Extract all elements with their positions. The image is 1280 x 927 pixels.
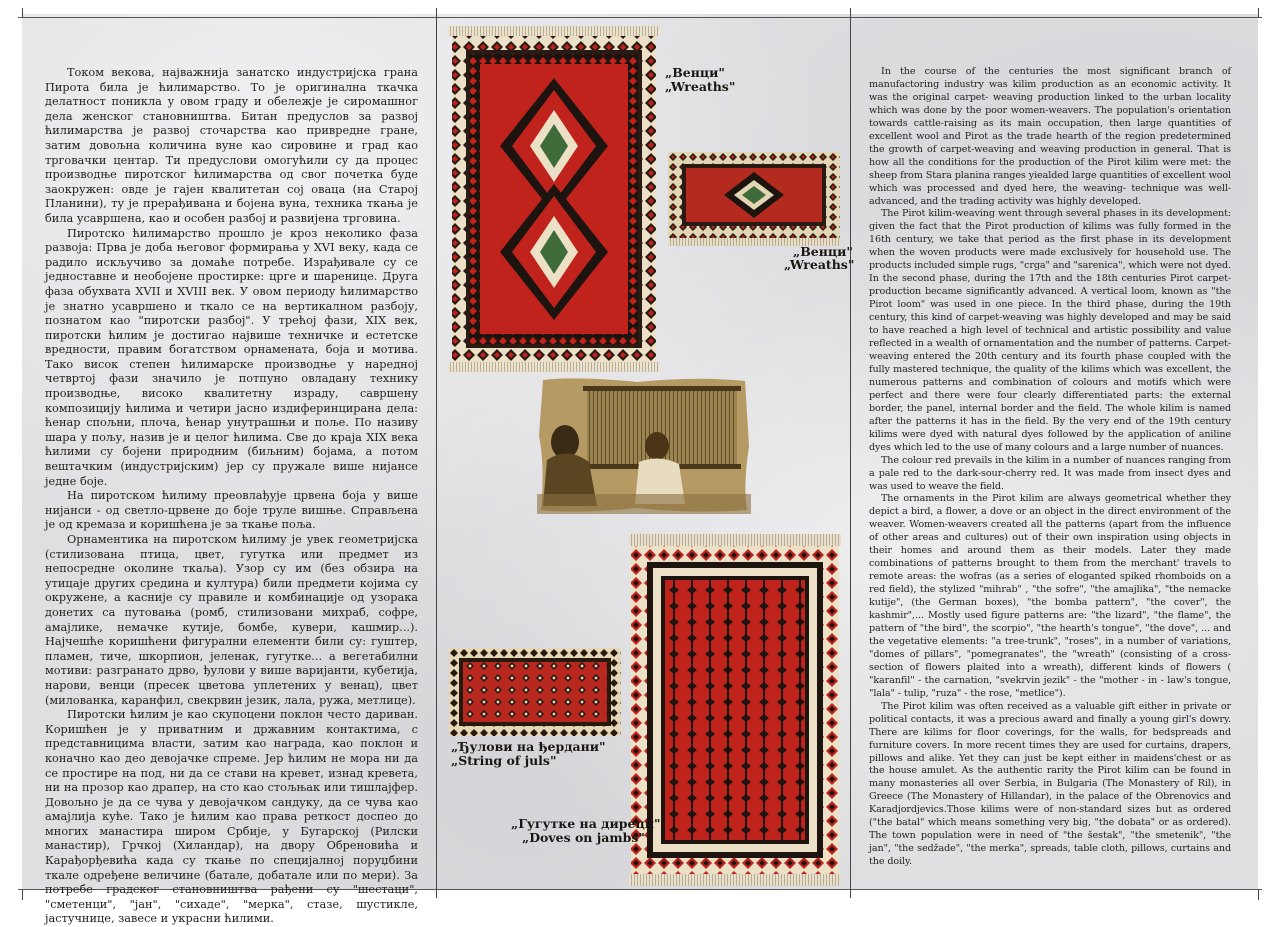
paragraph: In the course of the centuries the most significant branch of manufactoring industry was kilim production as an economic activity. It was the original carpet- weaving production linked to the urban locality which was done by the poor women-weavers. The population's orientation towards cattle-raising as its main occupation, then large quantities of excellent wool and Pirot as the trade hearth of the region predetermined the growth of carpet-weaving and weaving production in general. That is how all the conditions for the production of the Pirot kilim were met: the sheep from Stara planina ranges yiealded large quantities of excellent wool which was processed and dyed here, the weaving- technique was well-advanced, and the trading activity was highly developed.: [869, 66, 1231, 207]
wreaths-runner-image: [668, 152, 840, 246]
paragraph: Током векова, најважнија занатско индустријска грана Пирота била је ћилимарство. То је оригинална ткачка делатност поникла у овом граду и обележје је сиромашног дела женског становништва. Битан предуслов за развој ћилимарства је развој сточарства као привредне гране, затим довољна количина вуне као сировине и град као трговачки центар. Ти предуслови омогућили су да процес производње пиротског ћилимарства од свог почетка буде заокружен: овде је гајен квалитетан сој оваца (на Старој Планини), ту је прерађивана и бојена вуна, техника ткања је била усавршена, као и особен разбој и развијена трговина.: [45, 66, 418, 225]
crop-mark: [1258, 890, 1259, 900]
english-text-column: [869, 66, 1231, 869]
doves-on-jambs-kilim-image: [629, 534, 841, 886]
caption-doves-sr: „Гугутке на диреци": [511, 816, 661, 831]
paragraph: Пиротски ћилим је као скупоцени поклон често дариван. Коришћен је у приватним и државним контактима, с представницима власти, затим као награда, као поклон и коначно као део девојачке спреме. Јер ћилим не мора ни да се простире на под, ни да се стави на кревет, изнад кревета, ни на прозор као драпер, на сто као стољњак или тишлајфер. Довољно је да се чува у девојачком сандуку, да се чува као амајлија куће. Тако је ћилим као права реткост доспео до многих манастира широм Србије, у Бугарској (Рилски манастир), Грчкој (Хиландар), на двору Обреновића и Карађорђевића када су ткање по специјалној поруџбини ткале одређене величине (батале, добатале или по мери). За потребе градског становништва рађени су "шестаци", "сметенци", "јан", "сихаде", "мерка", стазе, шустикле, јастучнице, завесе и украсни ћилими.: [45, 708, 418, 926]
crop-mark: [22, 890, 23, 900]
wreaths-kilim-image: [448, 26, 660, 372]
caption-wreaths-sr: „Венци": [665, 65, 725, 80]
crop-mark: [1258, 8, 1259, 18]
paragraph: Пиротско ћилимарство прошло је кроз неколико фаза развоја: Прва је доба његовог формирања у XVI веку, када се радило искључиво за домаће потребе. Израђивале су се једноставне и необојене простирке: црге и шаренице. Друга фаза обухвата XVII и XVIII век. У овом периоду ћилимарство је знатно усавршено и ткало се на вертикалном разбоју, познатом као "пиротски разбој". У трећој фази, XIX век, пиротски ћилим је достигао највише техничке и естетске вредности, правим богатством орнамената, боја и мотива. Тако висок степен ћилимарске производње у наредној четвртој фази значило је потпуно овладану технику производње, високо квалитетну израду, савршену композицију ћилима и четири јасно издиферинциранa дела: ћенар спољни, плоча, ћенар унутрашњи и поље. По називу шара у пољу, назив је и целог ћилима. Све до краја XIX века ћилими су бојени природним (биљним) бојама, а потом вештачким (индустријским) јер су пружале више нијансе једне боје.: [45, 226, 418, 488]
paragraph: The Pirot kilim-weaving went through several phases in its development: given the fact that the Pirot production of kilims was fully formed in the 16th century, we take that period as the first phase in its development when the woven products were made exclusively for household use. The products included simple rugs, "crga" and "sarenica", which were not dyed. In the second phase, during the 17th and the 18th centuries Pirot carpet-production became significantly advanced. A vertical loom, known as "the Pirot loom" was used in one piece. In the third phase, during the 19th century, this kind of carpet-weaving was highly developed and may be said to have reached a high level of technical and artistic possibility and value reflected in a wealth of ornamentation and the number of patterns. Carpet-weaving entered the 20th century and its fourth phase coupled with the fully mastered technique, the quality of the kilims which was excellent, the numerous patterns and combination of colours and motifs which were perfect and there were four clearly differentiated parts: the external border, the panel, internal border and the field. The whole kilim is named after the patterns it has in the field. By the very end of the 19th century kilims were dyed with natural dyes followed by the application of aniline dyes which led to the use of many colours and a large number of nuances.: [869, 208, 1231, 453]
string-of-juls-kilim-image: [449, 648, 621, 736]
caption-wreaths-sr-2: „Венци": [793, 244, 853, 259]
paragraph: Орнаментика на пиротском ћилиму је увек геометријска (стилизована птица, цвет, гугутка или предмет из непосредне околине ткаља). Узор су им (без обзира на утицаје других средина и култура) били предмети којима су окружене, а касније су правиле и комбинације од узорака донетих са путовања (ромб, стилизовани михраб, софре, амајлике, немачке кутије, бомбе, кувери, кашмир...). Најчешће коришћени фигурални елементи били су: гуштер, пламен, тиче, шкорпион, јеленак, гугутке... а вегетабилни мотиви: разгранато дрво, ђулови у више варијанти, кубетија, нарови, венци (пресек цветова уплетених у венац), цвет (милованка, каранфил, свекрвин језик, лала, ружа, метлице).: [45, 533, 418, 707]
crop-mark: [22, 8, 23, 18]
caption-juls-sr: „Ђулови на ђердани": [451, 739, 606, 754]
fold-line-left: [436, 8, 437, 898]
paragraph: The ornaments in the Pirot kilim are always geometrical whether they depict a bird, a flower, a dove or an object in the direct environment of the weaver. Women-weavers created all the patterns (apart from the influence of other areas and cultures) out of their own inspiration using objects in their homes and around them as their models. Later they made combinations of patterns brought to them from the merchant' travels to remote areas: the wofras (as a series of eloganted spiked rhomboids on a red field), the stylized "mihrab" , "the sofre", "the amajlika", "the nemacke kutije", (the German boxes), "the bomba pattern", "the cover", the kashmir",... Mostly used figure patterns are: "the lizard", "the flame", the pattern of "the bird", the scorpio", "the hearth's tongue", "the dove", ... and the vegetative elements: "a tree-trunk", "roses", in a number of variations, "domes of pillars", "pomegranates", the "wreath" (consisting of a cross-section of flowers plaited into a wreath), different kinds of flowers ( "karanfil" - the carnation, "svekrvin jezik" - the "mother - in - law's tongue, "lala" - tulip, "ruza" - the rose, "metlice").: [869, 493, 1231, 699]
caption-juls-en: „String of juls": [451, 753, 557, 768]
paragraph: На пиротском ћилиму преовлађује црвена боја у више нијанси - од светло-црвене до боје труле вишње. Справљена је од кремаза и коришћена је за ткање поља.: [45, 489, 418, 532]
top-rule: [18, 17, 1262, 18]
weavers-photo: [537, 376, 751, 514]
paragraph: The colour red prevails in the kilim in a number of nuances ranging from a pale red to the dark-sour-cherry red. It was made from insect dyes and was used to weave the field.: [869, 454, 1231, 492]
caption-wreaths-en-2: „Wreaths": [784, 257, 855, 272]
serbian-text-column: [45, 66, 418, 927]
paragraph: The Pirot kilim was often received as a valuable gift either in private or political contacts, it was a precious award and finally a young girl's dowry. There are kilims for floor coverings, for the walls, for bedspreads and furniture covers. In more recent times they are used for curtains, drapers, pillows and alike. Yet they can just be kept either in maidens'chest or as the house amulet. As the authentic rarity the Pirot kilim can be found in many monasteries all over Serbia, in Bulgaria (The Monastery of Ril), in Greece (The Monastery of Hillandar), in the palace of the Obrenovics and Karadjordjevics.Those kilims were of non-standard sizes but as ordered ("the batal" which means something very big, "the dobata" or as ordered). The town population were in need of "the šestak", "the smetenik", "the jan", "the sedžade", "the merka", spreads, table cloth, pillows, curtains and the doily.: [869, 700, 1231, 868]
fold-line-right: [850, 8, 851, 898]
caption-doves-en: „Doves on jambs": [522, 830, 645, 845]
caption-wreaths-en: „Wreaths": [665, 79, 736, 94]
